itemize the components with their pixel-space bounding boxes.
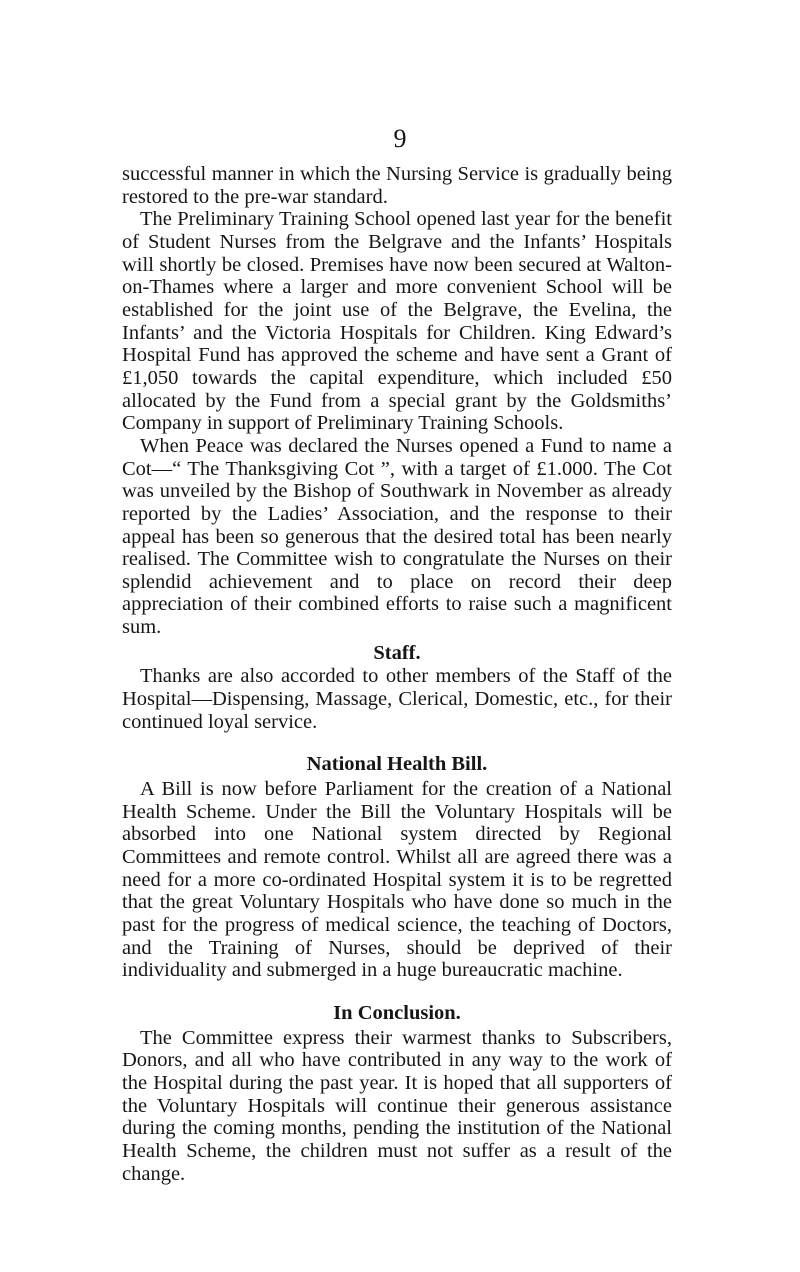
- paragraph-nursing-service: successful manner in which the Nursing Service is gradually being restored to the pre-war standard.: [122, 163, 672, 208]
- paragraph-thanksgiving-cot: When Peace was declared the Nurses opened a Fund to name a Cot—“ The Thanksgiving Cot ”, with a target of £1.000. The Cot was unveiled by the Bishop of Southwark in November as already reported by the Ladies’ Association, and the response to their appeal has been so generous that the desired total has been nearly realised. The Committee wish to congratulate the Nurses on their splendid achievement and to place on record their deep appreciation of their combined efforts to raise such a magnificent sum.: [122, 434, 672, 639]
- document-body: [122, 163, 672, 1185]
- paragraph-staff: Thanks are also accorded to other members of the Staff of the Hospital—Dispensing, Massage, Clerical, Domestic, etc., for their continued loyal service.: [122, 665, 672, 733]
- paragraph-preliminary-training-school: The Preliminary Training School opened last year for the benefit of Student Nurses from the Belgrave and the Infants’ Hospitals will shortly be closed. Premises have now been secured at Walton-on-Thames where a larger and more convenient School will be established for the joint use of the Belgrave, the Evelina, the Infants’ and the Victoria Hospitals for Children. King Edward’s Hospital Fund has approved the scheme and have sent a Grant of £1,050 towards the capital expenditure, which included £50 allocated by the Fund from a special grant by the Goldsmiths’ Company in support of Preliminary Training Schools.: [122, 208, 672, 435]
- paragraph-conclusion: The Committee express their warmest thanks to Subscribers, Donors, and all who have contributed in any way to the work of the Hospital during the past year. It is hoped that all supporters of the Voluntary Hospitals will continue their generous assistance during the coming months, pending the institution of the National Health Scheme, the children must not suffer as a result of the change.: [122, 1026, 672, 1185]
- paragraph-national-health-bill: A Bill is now before Parliament for the creation of a National Health Scheme. Under the Bill the Voluntary Hospitals will be absorbed into one National system directed by Regional Committees and remote control. Whilst all are agreed there was a need for a more co-ordinated Hospital system it is to be regretted that the great Voluntary Hospitals who have done so much in the past for the progress of medical science, the teaching of Doctors, and the Training of Nurses, should be deprived of their individuality and submerged in a huge bureaucratic machine.: [122, 778, 672, 982]
- heading-national-health-bill: National Health Bill.: [306, 753, 488, 776]
- heading-conclusion: In Conclusion.: [333, 1001, 461, 1024]
- heading-staff: Staff.: [373, 641, 421, 664]
- page-number: 9: [393, 124, 407, 153]
